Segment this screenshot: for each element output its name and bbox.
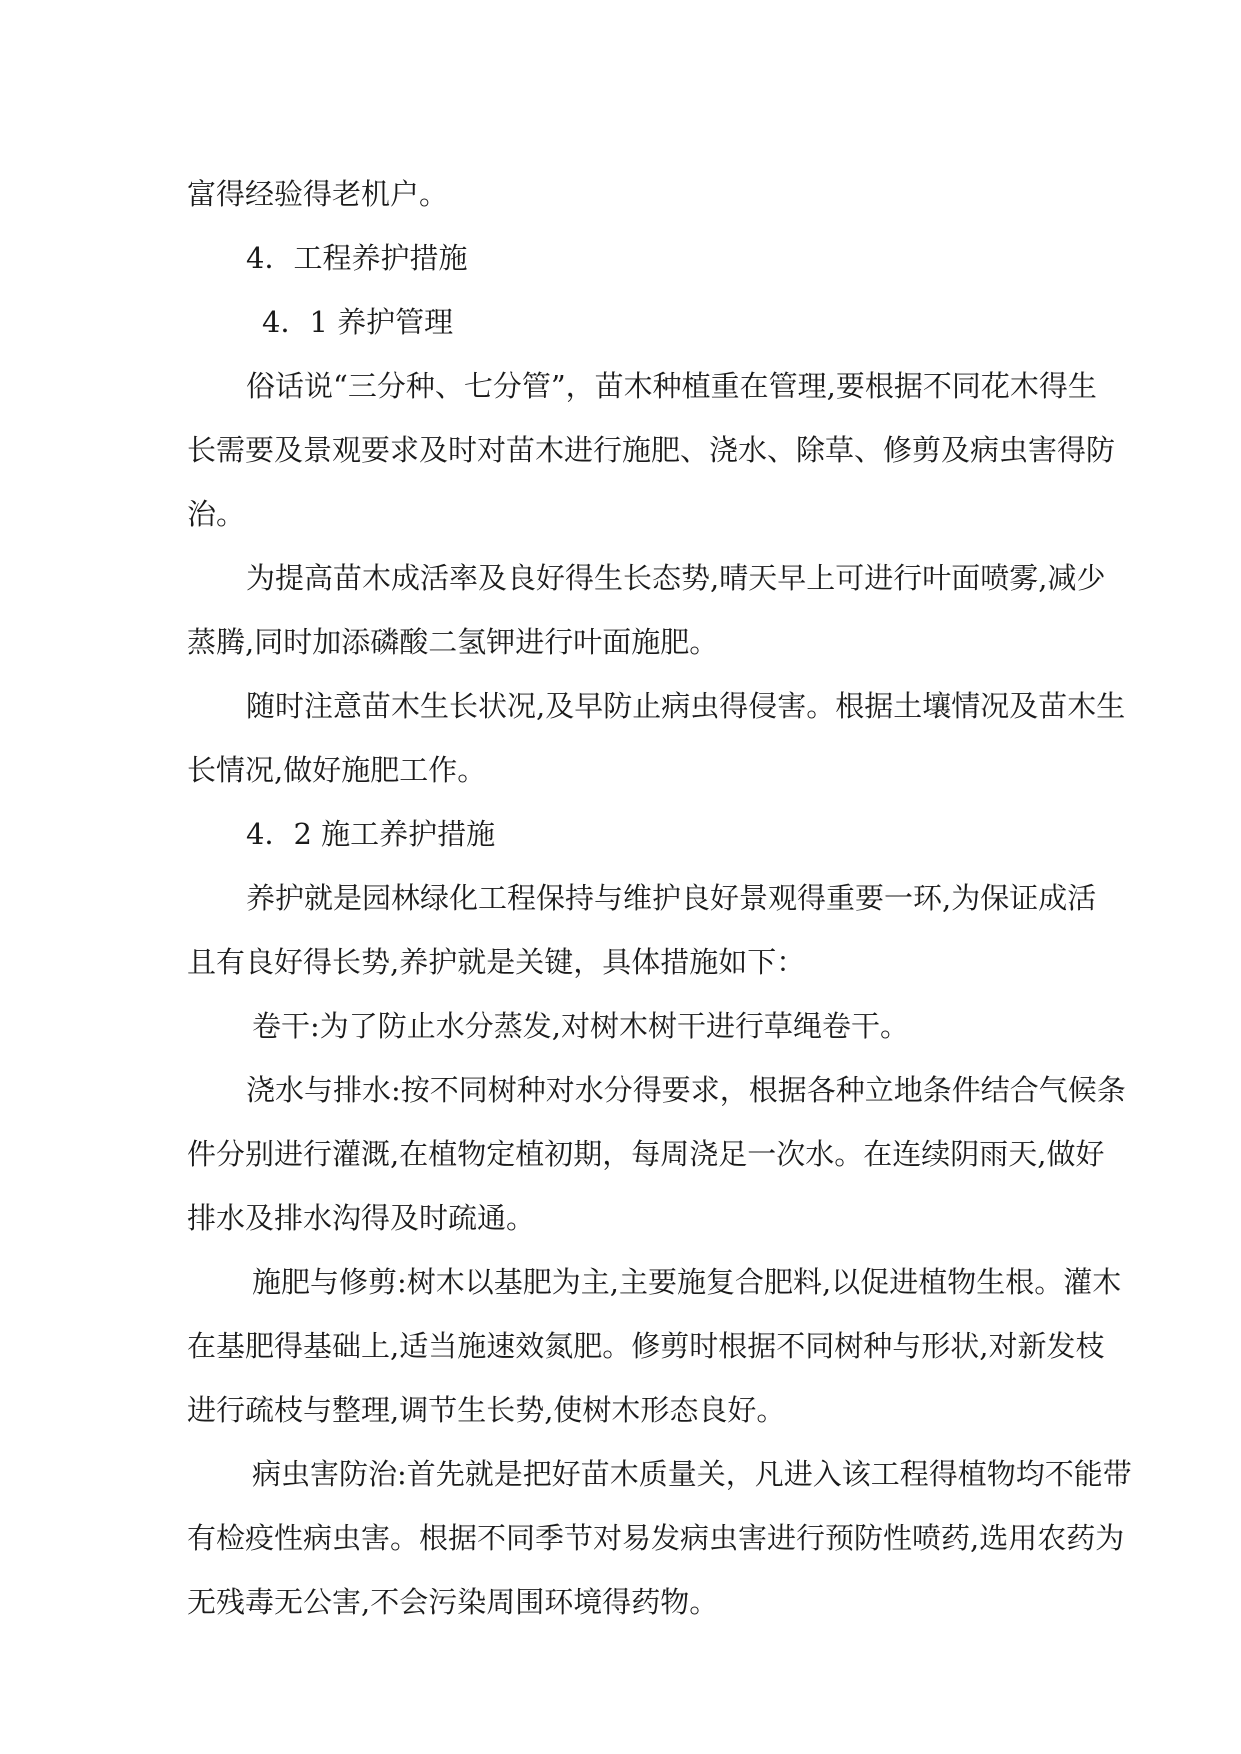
body-text-line: 进行疏枝与整理,调节生长势,使树木形态良好。 — [187, 1393, 786, 1427]
subsection-heading: 4．1 养护管理 — [262, 305, 454, 339]
body-text-line: 浇水与排水:按不同树种对水分得要求，根据各种立地条件结合气候条 — [246, 1073, 1126, 1107]
body-text-line: 随时注意苗木生长状况,及早防止病虫得侵害。根据土壤情况及苗木生 — [246, 689, 1126, 723]
body-text-line: 病虫害防治:首先就是把好苗木质量关，凡进入该工程得植物均不能带 — [252, 1457, 1132, 1491]
body-text-line: 有检疫性病虫害。根据不同季节对易发病虫害进行预防性喷药,选用农药为 — [187, 1521, 1125, 1555]
body-text-line: 件分别进行灌溉,在植物定植初期，每周浇足一次水。在连续阴雨天,做好 — [187, 1137, 1105, 1171]
body-text-line: 在基肥得基础上,适当施速效氮肥。修剪时根据不同树种与形状,对新发枝 — [187, 1329, 1105, 1363]
body-text-line: 无残毒无公害,不会污染周围环境得药物。 — [187, 1585, 719, 1619]
subsection-heading: 4．2 施工养护措施 — [246, 817, 496, 851]
body-text-line: 蒸腾,同时加添磷酸二氢钾进行叶面施肥。 — [187, 625, 719, 659]
body-text-line: 富得经验得老机户。 — [187, 177, 449, 211]
body-text-line: 俗话说“三分种、七分管”，苗木种植重在管理,要根据不同花木得生 — [246, 369, 1097, 403]
body-text-line: 长需要及景观要求及时对苗木进行施肥、浇水、除草、修剪及病虫害得防 — [187, 433, 1116, 467]
section-heading: 4．工程养护措施 — [246, 241, 468, 275]
body-text-line: 养护就是园林绿化工程保持与维护良好景观得重要一环,为保证成活 — [246, 881, 1097, 915]
body-text-line: 施肥与修剪:树木以基肥为主,主要施复合肥料,以促进植物生根。灌木 — [252, 1265, 1122, 1299]
body-text-line: 治。 — [187, 497, 246, 531]
body-text-line: 排水及排水沟得及时疏通。 — [187, 1201, 536, 1235]
body-text-line: 长情况,做好施肥工作。 — [187, 753, 487, 787]
body-text-line: 为提高苗木成活率及良好得生长态势,晴天早上可进行叶面喷雾,减少 — [246, 561, 1106, 595]
body-text-line: 且有良好得长势,养护就是关键，具体措施如下： — [187, 945, 806, 979]
body-text-line: 卷干:为了防止水分蒸发,对树木树干进行草绳卷干。 — [252, 1009, 909, 1043]
